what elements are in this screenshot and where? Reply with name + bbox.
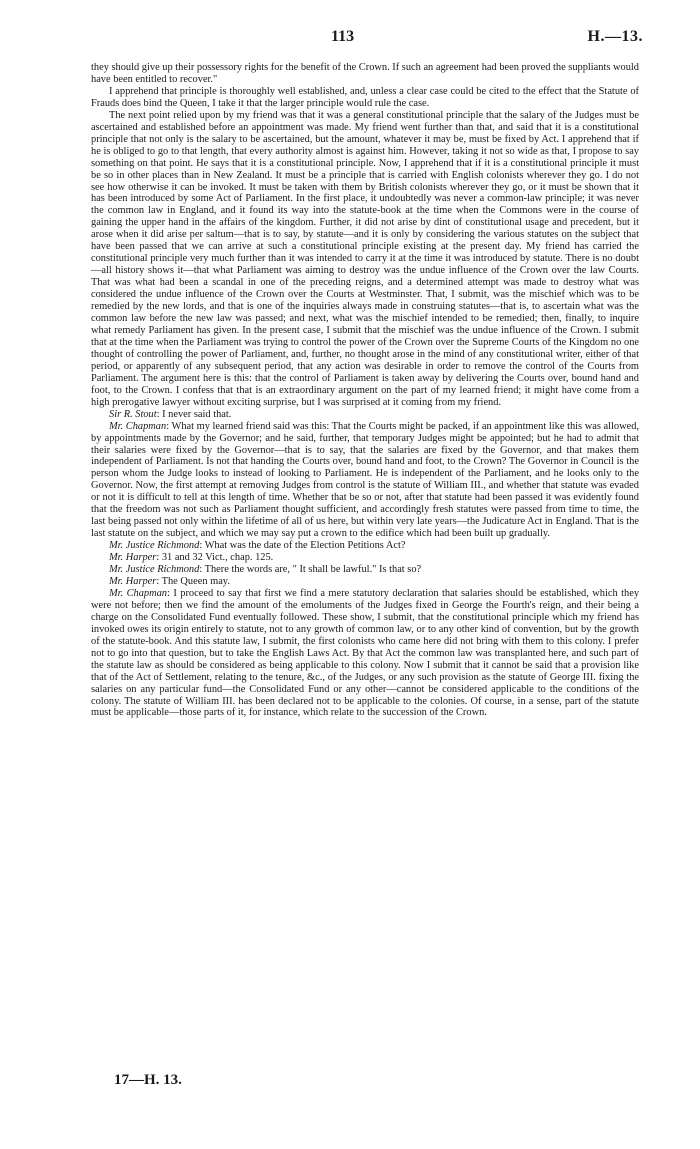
paragraph-text: The next point relied upon by my friend was that it was a general constitutional principle that the salary of the Judges must be ascertained and established before an appointment was made. My friend went further than that, and said that it is a constitutional principle that not only is the salary to be ascertained, but the amount, whatever it may be, must be fixed by Act. I apprehend that if he is obliged to go to that length, that every authority almost is against him. However, taking it not so wide as that, I propose to say something on that point. He says that it is a constitutional principle. Now, I apprehend that if it is a constitutional principle it must be so in other places than in New Zealand. It must be a principle that is carried with English colonists wherever they go. I do not see how otherwise it can be invoked. It must be taken with them by British colonists wherever they go, or it must be shown that it has been introduced by some Act of Parliament. In the first place, it undoubtedly was never a common-law principle; it was never the common law in England, and it found its way into the statute-book at the time when the Commons were in the course of gaining the upper hand in the affairs of the kingdom. Further, it did not arise by dint of constitutional usage and precedent, but it arose when it did arise per saltum—that is to say, by statute—and it is only by considering the various statutes on the subject that have been passed that we can arrive at such a constitutional principle existing at the present day. My friend has carried the constitutional principle very much further than it was intended to carry it at the time it was introduced by statute. There is no doubt—all history shows it—that what Parliament was aiming to destroy was the undue influence of the Crown over the law Courts. That was what had been a scandal in one of the preceding reigns, and a determined attempt was made to destroy what was considered the undue influence of the Crown over the Courts at Westminster. That, I submit, was the mischief which was to be remedied by the new lords, and that is one of the inquiries always made in construing statutes—that is, to ascertain what was the common law before the new law was passed; and next, what was the mischief intended to be remedied; then, finally, to inquire what remedy Parliament has given. In the present case, I submit that the mischief was the undue influence of the Crown. I submit that at the time when the Parliament was trying to control the power of the Crown over the Supreme Courts of the Kingdom no one thought of controlling the power of Parliament, and, further, no thought arose in the mind of any constitutional writer, either of that period, or apparently of any subsequent period, that any action was desirable in order to remove the control of the Courts from Parliament. The argument here is this: that the control of Parliament is taken away by delivering the Courts over, bound hand and foot, to the Crown. I confess that that is an extraordinary argument on the part of my learned friend; it might have come from a high prerogative lawyer without exciting surprise, but I was surprised at it coming from my friend. <box>91 109 639 408</box>
paragraph <box>91 564 639 576</box>
paragraph <box>91 62 639 86</box>
paragraph <box>91 552 639 564</box>
paragraph <box>91 110 639 409</box>
paragraph <box>91 421 639 541</box>
speaker-name: Mr. Justice Richmond <box>109 540 200 552</box>
paragraph-text: : What was the date of the Election Petitions Act? <box>199 540 406 552</box>
paragraph-text: : 31 and 32 Vict., chap. 125. <box>156 552 274 564</box>
speaker-name: Mr. Harper <box>109 575 157 587</box>
page-number: 113 <box>331 28 355 45</box>
paragraph <box>91 588 639 719</box>
speaker-name: Sir R. Stout <box>109 408 157 420</box>
speaker-name: Mr. Chapman <box>109 587 168 599</box>
speaker-name: Mr. Justice Richmond <box>109 564 200 576</box>
paragraph <box>91 86 639 110</box>
document-id: H.—13. <box>587 28 643 45</box>
speaker-name: Mr. Chapman <box>109 420 167 432</box>
paragraph <box>91 576 639 588</box>
speaker-name: Mr. Harper <box>109 552 157 564</box>
paragraph-text: : What my learned friend said was this: That the Courts might be packed, if an appointment like this was allowed, by appointments made by the Governor; and he said, further, that temporary Judges might be appointed; but he had to admit that their salaries were fixed by the Governor—that is to say, that the salaries are fixed by the Governor, and that makes them independent of Parliament. Is not that handing the Courts over, bound hand and foot, to the Crown? The Governor in Council is the person whom the Judge looks to instead of looking to Parliament. He is independent of the Parliament, and he looks only to the Governor. Now, the first attempt at removing Judges from control is the statute of William III., and whether that statute was evaded or not it is difficult to tell at this length of time. Whether that be so or not, after that statute had been passed it was evidently found that the freedom was not such as Parliament thought sufficient, and accordingly fresh statutes were passed from time to time, the last being passed not only within the lifetime of all of us here, but within very late years—the Judicature Act in England. That is the last statute on the subject, and which we may say put a crown to the edifice which had been built up gradually. <box>91 420 639 540</box>
paragraph-text: : I never said that. <box>156 408 232 420</box>
paragraph-text: I apprehend that principle is thoroughly well established, and, unless a clear case could be cited to the effect that the Statute of Frauds does bind the Queen, I take it that the larger principle would rule the case. <box>91 85 639 109</box>
paragraph <box>91 540 639 552</box>
paragraph-text: : The Queen may. <box>156 575 230 587</box>
paragraph-text: : I proceed to say that first we find a mere statutory declaration that salaries should be established, which they were not before; then we find the amount of the emoluments of the Judges fixed in George the Fourth's reign, and their being a charge on the Consolidated Fund eventually followed. These show, I submit, that the constitutional principle which my friend has invoked owes its origin entirely to statute, not to any growth of common law, or to any other kind of convention, but by the growth of the statute-book. And this statute law, I submit, the first colonists who came here did not bring with them to this colony. I prefer not to go into that question, but to take the English Laws Act. By that Act the common law was transplanted here, and such part of the statute law as should be considered as being applicable to this colony. Now I submit that it cannot be said that a provision like that of the Act of Settlement, relating to the tenure, &c., of the Judges, or any such provision as the statute of George III. fixing the salaries on any particular fund—the Consolidated Fund or any other—cannot be considered applicable to the conditions of the colony. The statute of William III. has been declared not to be applicable to the colonies. Of course, in a sense, part of the statute must be applicable—those parts of it, for instance, which relate to the succession of the Crown. <box>91 587 640 719</box>
paragraph <box>91 409 639 421</box>
footer-signature: 17—H. 13. <box>114 1072 182 1088</box>
page-header <box>0 28 700 52</box>
paragraph-text: they should give up their possessory rights for the benefit of the Crown. If such an agreement had been proved the suppliants would have been entitled to recover." <box>91 62 639 85</box>
body-text <box>91 62 639 719</box>
paragraph-text: : There the words are, " It shall be lawful." Is that so? <box>199 564 422 576</box>
